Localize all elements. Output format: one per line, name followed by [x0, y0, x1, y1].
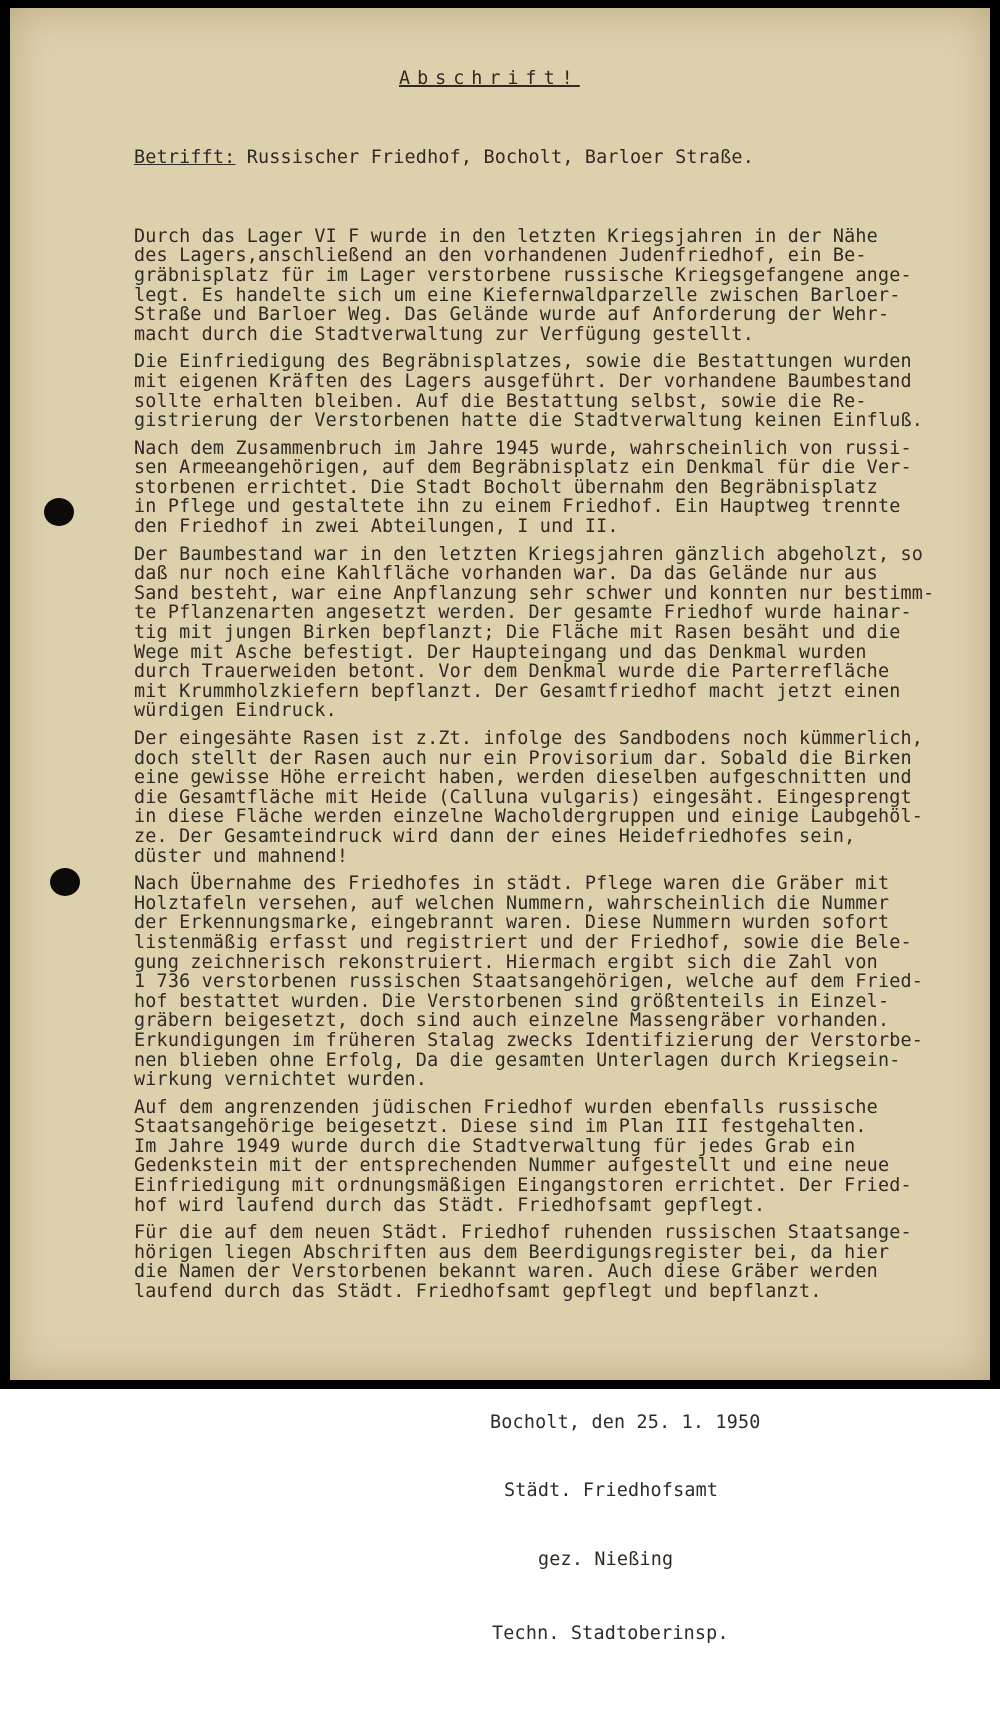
- text-line: nen blieben ohne Erfolg, Da die gesamten Unterlagen durch Kriegsein-: [134, 1049, 901, 1071]
- text-line: daß nur noch eine Kahlfläche vorhanden war. Da das Gelände nur aus: [134, 563, 878, 585]
- subject-text: Russischer Friedhof, Bocholt, Barloer Straße.: [235, 147, 754, 169]
- paragraph-4: [134, 545, 984, 721]
- paragraph-1: [134, 227, 984, 345]
- paragraph-6: [134, 874, 984, 1090]
- text-line: ze. Der Gesamteindruck wird dann der eines Heidefriedhofes sein,: [134, 825, 856, 847]
- text-line: die Gesamtfläche mit Heide (Calluna vulgaris) eingesäht. Eingesprengt: [134, 786, 912, 808]
- text-line: Holztafeln versehen, auf welchen Nummern, wahrscheinlich die Nummer: [134, 892, 890, 914]
- text-line: Auf dem angrenzenden jüdischen Friedhof wurden ebenfalls russische: [134, 1096, 878, 1118]
- text-line: Im Jahre 1949 wurde durch die Stadtverwaltung für jedes Grab ein: [134, 1135, 856, 1157]
- subject-label: Betrifft:: [134, 147, 236, 169]
- text-line: Wege mit Asche befestigt. Der Haupteingang und das Denkmal wurden: [134, 641, 867, 663]
- text-line: legt. Es handelte sich um eine Kiefernwaldparzelle zwischen Barloer-: [134, 284, 901, 306]
- text-line: den Friedhof in zwei Abteilungen, I und II.: [134, 516, 619, 538]
- text-line: 1 736 verstorbenen russischen Staatsangehörigen, welche auf dem Fried-: [134, 971, 924, 993]
- subject-line: [134, 148, 984, 168]
- signature-place-date: Bocholt, den 25. 1. 1950: [490, 1411, 761, 1433]
- paragraphs: [134, 227, 984, 1302]
- text-line: Die Einfriedigung des Begräbnisplatzes, sowie die Bestattungen wurden: [134, 351, 912, 373]
- text-line: gräbnisplatz für im Lager verstorbene russische Kriegsgefangene ange-: [134, 264, 912, 286]
- document-title: Abschrift!: [399, 68, 580, 90]
- text-line: mit eigenen Kräften des Lagers ausgeführt. Der vorhandene Baumbestand: [134, 370, 912, 392]
- text-line: mit Krummholzkiefern bepflanzt. Der Gesamtfriedhof macht jetzt einen: [134, 680, 901, 702]
- text-line: laufend durch das Städt. Friedhofsamt gepflegt und bepflanzt.: [134, 1281, 822, 1303]
- text-line: Durch das Lager VI F wurde in den letzten Kriegsjahren in der Nähe: [134, 225, 878, 247]
- document-body: [134, 28, 984, 1727]
- text-line: hörigen liegen Abschriften aus dem Beerdigungsregister bei, da hier: [134, 1241, 890, 1263]
- paragraph-3: [134, 439, 984, 537]
- text-line: die Namen der Verstorbenen bekannt waren. Auch diese Gräber werden: [134, 1261, 878, 1283]
- text-line: durch Trauerweiden betont. Vor dem Denkmal wurde die Parterrefläche: [134, 661, 890, 683]
- text-line: gräbern beigesetzt, doch sind auch einzelne Massengräber vorhanden.: [134, 1010, 890, 1032]
- text-line: te Pflanzenarten angesetzt werden. Der gesamte Friedhof wurde hainar-: [134, 602, 912, 624]
- paragraph-7: [134, 1098, 984, 1216]
- text-line: storbenen errichtet. Die Stadt Bocholt übernahm den Begräbnisplatz: [134, 476, 878, 498]
- text-line: Einfriedigung mit ordnungsmäßigen Eingangstoren errichtet. Der Fried-: [134, 1175, 912, 1197]
- text-line: Der eingesähte Rasen ist z.Zt. infolge des Sandbodens noch kümmerlich,: [134, 728, 924, 749]
- text-line: eine gewisse Höhe erreicht haben, werden dieselben aufgeschnitten und: [134, 767, 912, 789]
- text-line: der Erkennungsmarke, eingebrannt waren. Diese Nummern wurden sofort: [134, 912, 890, 934]
- text-line: wirkung vernichtet wurden.: [134, 1069, 428, 1091]
- text-line: in Pflege und gestaltete ihn zu einem Friedhof. Ein Hauptweg trennte: [134, 496, 901, 518]
- text-line: sollte erhalten bleiben. Auf die Bestattung selbst, sowie die Re-: [134, 390, 867, 412]
- text-line: Für die auf dem neuen Städt. Friedhof ruhenden russischen Staatsange-: [134, 1222, 912, 1244]
- text-line: tig mit jungen Birken bepflanzt; Die Fläche mit Rasen besäht und die: [134, 622, 901, 644]
- signature-rank: Techn. Stadtoberinsp.: [492, 1622, 729, 1644]
- text-line: Straße und Barloer Weg. Das Gelände wurde auf Anforderung der Wehr-: [134, 304, 890, 326]
- text-line: in diese Fläche werden einzelne Wacholdergruppen und einige Laubgehöl-: [134, 806, 924, 828]
- text-line: Erkundigungen im früheren Stalag zwecks Identifizierung der Verstorbe-: [134, 1029, 924, 1051]
- text-line: Gedenkstein mit der entsprechenden Nummer aufgestellt und eine neue: [134, 1155, 890, 1177]
- text-line: düster und mahnend!: [134, 845, 349, 867]
- paragraph-8: [134, 1223, 984, 1301]
- text-line: gung zeichnerisch rekonstruiert. Hiermach ergibt sich die Zahl von: [134, 951, 878, 973]
- text-line: Sand besteht, war eine Anpflanzung sehr schwer und konnten nur bestimm-: [134, 582, 935, 604]
- paragraph-2: [134, 352, 984, 430]
- signature-office: Städt. Friedhofsamt: [504, 1480, 719, 1502]
- text-line: doch stellt der Rasen auch nur ein Provisorium dar. Sobald die Birken: [134, 747, 912, 769]
- text-line: hof wird laufend durch das Städt. Friedhofsamt gepflegt.: [134, 1194, 766, 1216]
- punch-hole-top: [44, 498, 74, 526]
- text-line: listenmäßig erfasst und registriert und der Friedhof, sowie die Bele-: [134, 931, 912, 953]
- text-line: hof bestattet wurden. Die Verstorbenen sind größtenteils in Einzel-: [134, 990, 890, 1012]
- text-line: Nach Übernahme des Friedhofes in städt. Pflege waren die Gräber mit: [134, 873, 890, 895]
- signature-block: [134, 1368, 984, 1687]
- text-line: sen Armeeangehörigen, auf dem Begräbnisplatz ein Denkmal für die Ver-: [134, 457, 912, 479]
- punch-hole-bottom: [50, 868, 80, 896]
- text-line: würdigen Eindruck.: [134, 700, 337, 722]
- text-line: Staatsangehörige beigesetzt. Diese sind im Plan III festgehalten.: [134, 1116, 867, 1138]
- signature-signed: gez. Nießing: [538, 1548, 674, 1570]
- text-line: des Lagers,anschließend an den vorhandenen Judenfriedhof, ein Be-: [134, 245, 867, 267]
- document-page: [10, 8, 990, 1644]
- paragraph-5: [134, 729, 984, 866]
- text-line: gistrierung der Verstorbenen hatte die Stadtverwaltung keinen Einfluß.: [134, 410, 924, 432]
- text-line: macht durch die Stadtverwaltung zur Verfügung gestellt.: [134, 323, 754, 345]
- text-line: Der Baumbestand war in den letzten Kriegsjahren gänzlich abgeholzt, so: [134, 543, 924, 565]
- text-line: Nach dem Zusammenbruch im Jahre 1945 wurde, wahrscheinlich von russi-: [134, 437, 912, 459]
